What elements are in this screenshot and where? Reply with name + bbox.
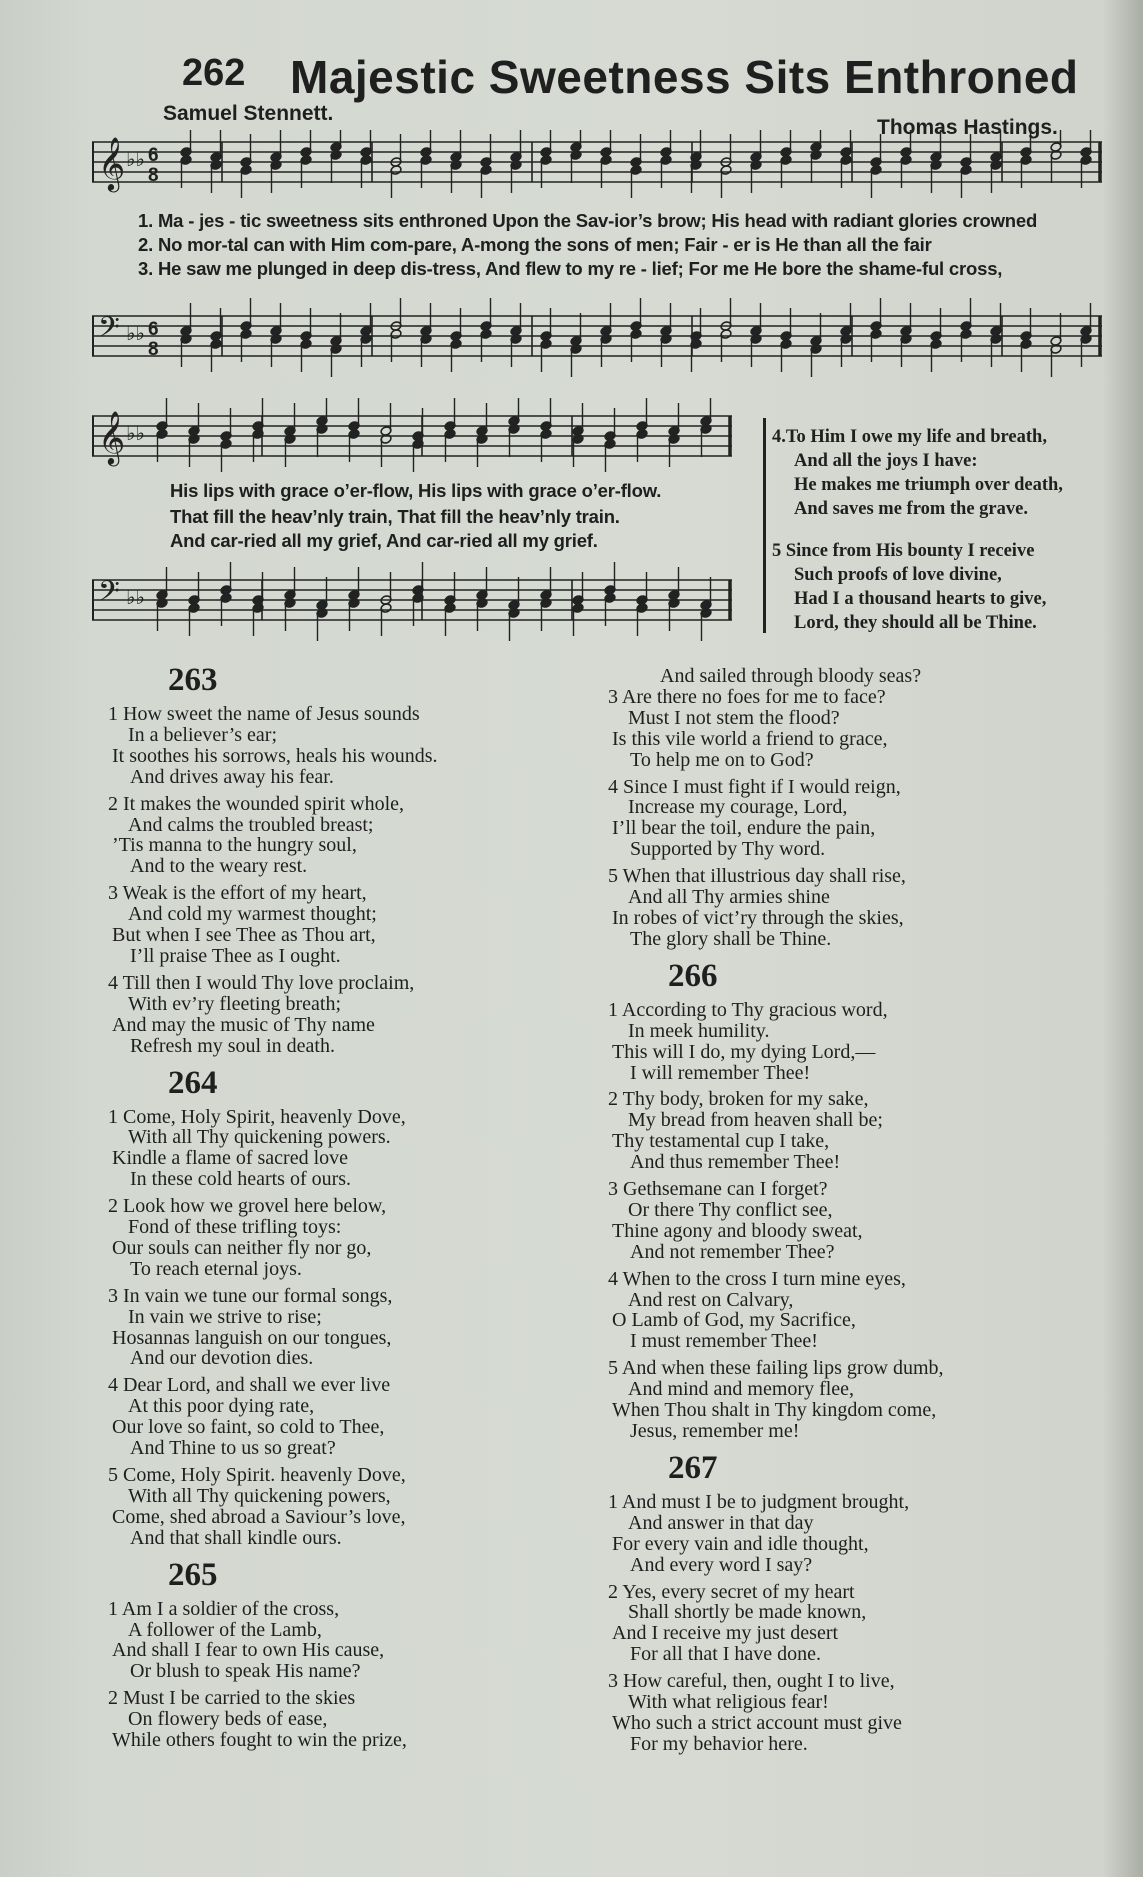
lyric-line: 3. He saw me plunged in deep dis-tress, And flew to my re - lief; For me He bore the shame-ful cross, (138, 258, 1003, 279)
verse-line: According to Thy gracious word, (621, 998, 888, 1021)
verse-line: And all Thy armies shine (628, 886, 830, 909)
extra-stanzas-262 (772, 425, 1122, 653)
stanza-number: 2 (108, 1687, 118, 1710)
hymn-number: 267 (668, 1449, 718, 1486)
text-column-right (608, 666, 1078, 1761)
page-edge-shadow (1103, 0, 1143, 1877)
verse-line: Thy testamental cup I take, (612, 1130, 830, 1153)
stanza-number: 5 (772, 541, 782, 561)
flat-icon: ♭♭ (126, 585, 145, 609)
verse-line: And answer in that day (628, 1511, 814, 1534)
verse-line: This will I do, my dying Lord,— (612, 1040, 876, 1063)
verse-line: Are there no foes for me to face? (621, 685, 886, 708)
verse-line: Weak is the effort of my heart, (122, 882, 367, 905)
verse-line: And calms the troubled breast; (128, 813, 374, 836)
treble-clef-icon: 𝄞 (98, 410, 126, 464)
treble-clef-icon: 𝄞 (98, 136, 126, 190)
stanza (108, 704, 548, 788)
bass-staff-2 (92, 562, 740, 642)
stanza-number: 3 (108, 882, 118, 905)
author-credit: Samuel Stennett. (163, 102, 334, 125)
verse-line: And to the weary rest. (130, 855, 308, 878)
verse-line: And our devotion dies. (130, 1347, 314, 1370)
verse-line: I will remember Thee! (630, 1061, 811, 1084)
column-divider (763, 418, 766, 633)
verse-line: Lord, they should all be Thine. (794, 613, 1037, 633)
verse-line: Till then I would Thy love proclaim, (122, 971, 415, 994)
time-signature-top: 6 (148, 145, 159, 166)
stanza (608, 1492, 1078, 1576)
stanza (108, 1688, 548, 1751)
bass-staff-1 (92, 292, 1108, 387)
verse-line: I must remember Thee! (630, 1330, 818, 1353)
stanza-number: 2 (108, 792, 118, 815)
verse-line: Must I be carried to the skies (123, 1687, 356, 1710)
verse-line: Or there Thy conflict see, (628, 1198, 833, 1221)
stanza-number: 4 (108, 1374, 118, 1397)
verse-line: Gethsemane can I forget? (623, 1178, 828, 1201)
verse-line: My bread from heaven shall be; (628, 1109, 883, 1132)
verse-line: When that illustrious day shall rise, (622, 865, 906, 888)
lyric-line: 1. Ma - jes - tic sweetness sits enthroned Upon the Sav-ior’s brow; His head with radiant glories crowned (138, 210, 1038, 231)
stanza (108, 973, 548, 1057)
stanza (608, 1582, 1078, 1666)
hymn-number: 266 (668, 957, 718, 994)
bass-clef-icon: 𝄢 (98, 311, 120, 351)
verse-line: In vain we strive to rise; (128, 1305, 322, 1328)
stanza (608, 1671, 1078, 1755)
verse-line: A follower of the Lamb, (128, 1618, 322, 1641)
verse-line: And shall I fear to own His cause, (112, 1639, 385, 1662)
verse-line: While others fought to win the prize, (112, 1729, 407, 1752)
verse-line: And all the joys I have: (794, 451, 978, 471)
verse-line: The glory shall be Thine. (630, 927, 832, 950)
verse-line: Increase my courage, Lord, (628, 796, 848, 819)
verse-line: With what religious fear! (628, 1691, 829, 1714)
stanza (108, 1375, 548, 1459)
verse-line: Dear Lord, and shall we ever live (123, 1374, 391, 1397)
verse-line: He makes me triumph over death, (794, 475, 1063, 495)
verse-line: Come, shed abroad a Saviour’s love, (112, 1505, 406, 1528)
verse-line: And may the music of Thy name (112, 1013, 375, 1036)
stanza-number: 2 (108, 1195, 118, 1218)
verse-line: In these cold hearts of ours. (130, 1168, 352, 1191)
verse-line: Since I must fight if I would reign, (623, 775, 901, 798)
flat-icon: ♭♭ (126, 321, 145, 345)
verse-line: And sailed through bloody seas? (660, 665, 922, 687)
time-signature-bottom: 8 (148, 165, 159, 186)
stanza-number: 5 (108, 1464, 118, 1486)
verse-line: In meek humility. (628, 1019, 770, 1042)
stanza (608, 1179, 1078, 1263)
stanza (108, 1196, 548, 1280)
stanza-number: 3 (608, 1670, 618, 1693)
stanza (772, 539, 1122, 635)
verse-line: For my behavior here. (630, 1732, 808, 1755)
verse-line: And I receive my just desert (612, 1622, 839, 1645)
lyric-line: 2. No mor-tal can with Him com-pare, A-mong the sons of men; Fair - er is He than all the fair (138, 234, 932, 255)
treble-staff-2 (92, 398, 740, 478)
verse-line: And cold my warmest thought; (128, 903, 377, 926)
verse-line: For every vain and idle thought, (612, 1532, 869, 1555)
verse-line: It makes the wounded spirit whole, (123, 792, 405, 815)
lyric-line: His lips with grace o’er-flow, His lips with grace o’er-flow. (170, 480, 662, 501)
stanza (608, 1089, 1078, 1173)
stanza (108, 1107, 548, 1191)
verse-line: With all Thy quickening powers, (128, 1484, 391, 1507)
verse-line: In a believer’s ear; (128, 723, 277, 746)
verse-line: Thy body, broken for my sake, (622, 1088, 869, 1111)
verse-line: Must I not stem the flood? (628, 706, 840, 729)
composer-credit: Thomas Hastings. (877, 116, 1058, 139)
verse-line: And saves me from the grave. (794, 499, 1028, 519)
verse-line: And drives away his fear. (130, 765, 334, 788)
verse-line: Kindle a flame of sacred love (112, 1147, 349, 1170)
verse-line: In vain we tune our formal songs, (123, 1284, 393, 1307)
stanza (608, 1269, 1078, 1353)
verse-line: On flowery beds of ease, (128, 1708, 328, 1731)
stanza-number: 1 (108, 1597, 118, 1620)
verse-line: Jesus, remember me! (630, 1420, 800, 1442)
lyric-line: And car-ried all my grief, And car-ried all my grief. (170, 530, 598, 551)
hymn-number: 264 (168, 1064, 218, 1101)
stanza (108, 794, 548, 878)
stanza-number: 4 (108, 971, 118, 994)
verse-line: And rest on Calvary, (628, 1288, 794, 1311)
verse-line: Come, Holy Spirit, heavenly Dove, (123, 1105, 406, 1128)
verse-line: Look how we grovel here below, (123, 1195, 387, 1218)
lyric-line: That fill the heav’nly train, That fill the heav’nly train. (170, 506, 620, 527)
verse-line: To reach eternal joys. (130, 1257, 302, 1280)
stanza (608, 687, 1078, 771)
stanza (108, 1599, 548, 1683)
verse-line: Come, Holy Spirit. heavenly Dove, (123, 1464, 406, 1486)
stanza-number: 3 (608, 1178, 618, 1201)
hymn-number: 262 (182, 52, 246, 94)
time-signature-bottom: 8 (148, 339, 159, 360)
verse-line: Or blush to speak His name? (130, 1660, 361, 1683)
verse-line: O Lamb of God, my Sacrifice, (612, 1309, 856, 1332)
verse-line: At this poor dying rate, (128, 1395, 315, 1418)
text-column-left (108, 660, 548, 1757)
stanza-number: 4 (608, 1267, 618, 1290)
stanza (608, 777, 1078, 861)
stanza-number: 3 (108, 1284, 118, 1307)
stanza (108, 1465, 548, 1549)
verse-line: When to the cross I turn mine eyes, (622, 1267, 906, 1290)
verse-line: Who such a strict account must give (612, 1711, 902, 1734)
stanza: 4.To Him I owe my life and breath, And all the joys I have: He makes me triumph over death, And saves me from the grave. (772, 425, 1122, 521)
flat-icon: ♭♭ (126, 421, 145, 445)
verse-line: Refresh my soul in death. (130, 1034, 335, 1057)
stanza-number: 1 (608, 1490, 618, 1513)
verse-line: In robes of vict’ry through the skies, (612, 906, 904, 929)
hymn-number: 263 (168, 662, 218, 698)
verse-line: How careful, then, ought I to live, (623, 1670, 895, 1693)
verse-line: For all that I have done. (630, 1643, 822, 1666)
verse-line: And that shall kindle ours. (130, 1526, 342, 1549)
stanza (108, 883, 548, 967)
verse-line: Am I a soldier of the cross, (121, 1597, 340, 1620)
verse-line: Since from His bounty I receive (785, 541, 1035, 561)
verse-line: To Him I owe my life and breath, (785, 427, 1047, 447)
stanza-number: 1 (608, 998, 618, 1021)
stanza (108, 1286, 548, 1370)
verse-line: Such proofs of love divine, (794, 565, 1002, 585)
stanza-number: 2 (608, 1088, 618, 1111)
verse-line: And must I be to judgment brought, (621, 1490, 910, 1513)
verse-line: I’ll praise Thee as I ought. (130, 944, 341, 967)
time-signature-top: 6 (148, 319, 159, 340)
stanza-number: 4 (772, 427, 782, 447)
verse-line: Supported by Thy word. (630, 838, 826, 861)
stanza-number: 2 (608, 1580, 618, 1603)
verse-line: But when I see Thee as Thou art, (112, 924, 376, 947)
treble-staff-1 (92, 130, 1108, 210)
verse-line: With ev’ry fleeting breath; (128, 992, 341, 1015)
verse-line: And thus remember Thee! (630, 1151, 841, 1174)
stanza (608, 1000, 1078, 1084)
verse-line: It soothes his sorrows, heals his wounds. (112, 744, 438, 767)
stanza (608, 866, 1078, 950)
verse-line: I’ll bear the toil, endure the pain, (612, 817, 876, 840)
verse-line: And when these failing lips grow dumb, (621, 1357, 944, 1380)
verse-line: And not remember Thee? (630, 1240, 835, 1263)
verse-line: And every word I say? (630, 1553, 813, 1576)
verse-line: And Thine to us so great? (130, 1437, 336, 1460)
hymn-number: 265 (168, 1556, 218, 1593)
verse-line: With all Thy quickening powers. (128, 1126, 391, 1149)
verse-line: Fond of these trifling toys: (128, 1216, 342, 1239)
verse-line: Our love so faint, so cold to Thee, (112, 1416, 385, 1439)
stanza-number: 5 (608, 865, 618, 888)
flat-icon: ♭♭ (126, 147, 145, 171)
bass-clef-icon: 𝄢 (98, 575, 120, 615)
stanza-number: 5 (608, 1357, 618, 1380)
verse-line: Is this vile world a friend to grace, (612, 727, 888, 750)
verse-line: To help me on to God? (630, 748, 814, 771)
stanza-number: 1 (108, 1105, 118, 1128)
verse-line: Hosannas languish on our tongues, (112, 1326, 392, 1349)
verse-line: Had I a thousand hearts to give, (794, 589, 1047, 609)
verse-line: Our souls can neither fly nor go, (112, 1236, 372, 1259)
verse-line: And mind and memory flee, (628, 1378, 855, 1401)
hymn-title: Majestic Sweetness Sits Enthroned (290, 51, 1079, 103)
verse-line: When Thou shalt in Thy kingdom come, (612, 1399, 937, 1422)
stanza (608, 1358, 1078, 1442)
stanza-number: 3 (608, 685, 618, 708)
verse-line: Yes, every secret of my heart (622, 1580, 855, 1603)
verse-line: Shall shortly be made known, (628, 1601, 867, 1624)
stanza-number: 1 (108, 703, 118, 725)
verse-line: Thine agony and bloody sweat, (612, 1219, 863, 1242)
verse-line: How sweet the name of Jesus sounds (123, 703, 420, 725)
verse-line: ’Tis manna to the hungry soul, (112, 834, 357, 857)
stanza-number: 4 (608, 775, 618, 798)
